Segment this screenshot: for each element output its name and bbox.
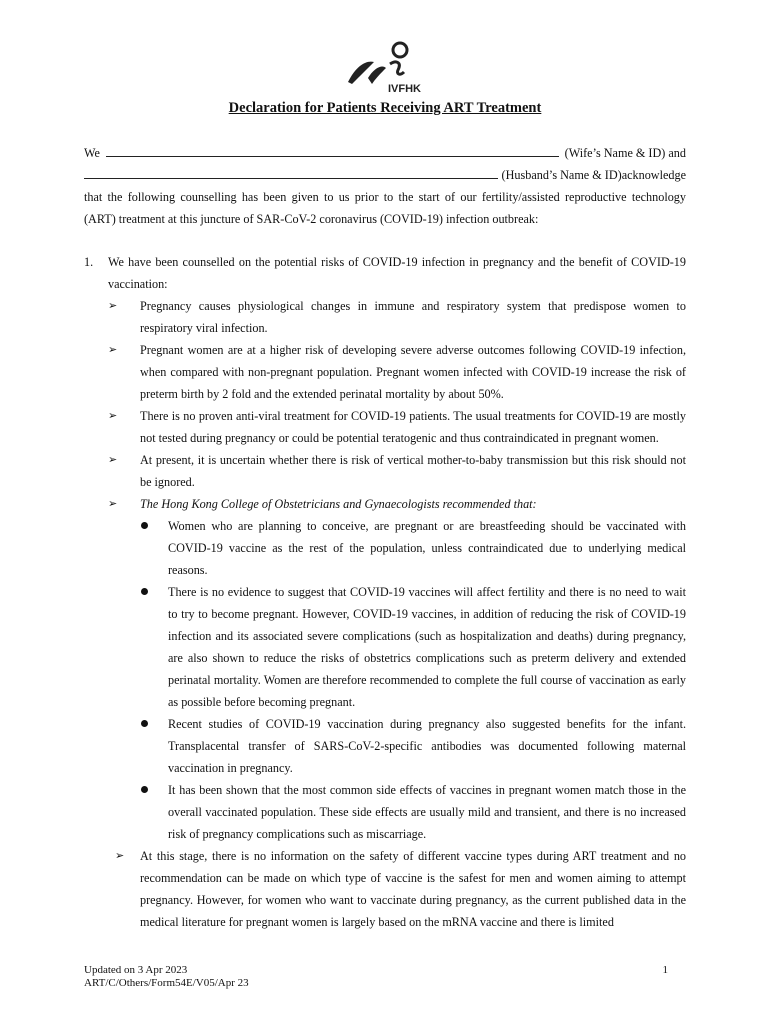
bullet-item: At this stage, there is no information on the safety of different vaccine types during ART treatment and no recommendation can be made on which type of vaccine is the safest for men and women aiming to attempt pregnancy. However, for women who want to vaccinate during pregnancy, as the current published data in the medical literature for pregnant women is largely based on the mRNA vaccine and there is limited xyxy=(140,849,686,929)
husband-label: (Husband’s Name & ID)acknowledge xyxy=(501,168,686,182)
college-point: There is no evidence to suggest that COVID-19 vaccines will affect fertility and there is no need to wait to try to become pregnant. However, COVID-19 vaccines, in addition of reducing the risk of COVID-19 infection and its associated severe complications (such as hospitalization and deaths) during pregnancy, are also shown to reduce the risks of obstetrics complications such as preterm delivery and extended perinatal mortality. Women are therefore recommended to complete the full course of vaccination as early as possible before becoming pregnant. xyxy=(168,585,686,709)
section-1 xyxy=(84,251,686,933)
arrow-bullet-icon: ➢ xyxy=(108,344,118,356)
arrow-bullet-icon: ➢ xyxy=(108,410,118,422)
section-number: 1. xyxy=(84,255,94,269)
intro-line-4: (ART) treatment at this juncture of SAR-CoV-2 coronavirus (COVID-19) infection outbreak: xyxy=(84,212,539,226)
dot-bullet-icon xyxy=(140,515,168,581)
we-label: We xyxy=(84,146,100,160)
section-1-text: We have been counselled on the potential risks of COVID-19 infection in pregnancy and the benefit of COVID-19 vaccination: xyxy=(108,255,686,291)
arrow-bullet-icon: ➢ xyxy=(108,300,118,312)
intro-line-3: that the following counselling has been given to us prior to the start of our fertility/assisted reproductive technology xyxy=(84,190,686,204)
arrow-bullet-icon: ➢ xyxy=(115,850,125,862)
footer-updated: Updated on 3 Apr 2023 xyxy=(84,964,188,976)
college-heading: The Hong Kong College of Obstetricians and Gynaecologists recommended that: xyxy=(140,497,537,511)
page-footer xyxy=(84,964,668,990)
college-point: It has been shown that the most common side effects of vaccines in pregnant women match those in the overall vaccinated population. These side effects are usually mild and transient, and there is no increased risk of pregnancy complications such as miscarriage. xyxy=(168,783,686,841)
dot-bullet-icon xyxy=(140,581,168,713)
dot-bullet-icon xyxy=(140,713,168,779)
college-point: Women who are planning to conceive, are pregnant or are breastfeeding should be vaccinated with COVID-19 vaccine as the rest of the population, unless contraindicated due to underlying medical reasons. xyxy=(168,519,686,577)
bullet-item: There is no proven anti-viral treatment for COVID-19 patients. The usual treatments for COVID-19 are mostly not tested during pregnancy or could be potential teratogenic and thus contraindicated in pregnant women. xyxy=(140,409,686,445)
college-point: Recent studies of COVID-19 vaccination during pregnancy also suggested benefits for the infant. Transplacental transfer of SARS-CoV-2-specific antibodies was documented following maternal vaccination in pregnancy. xyxy=(168,717,686,775)
intro-paragraph xyxy=(84,142,686,230)
wife-name-field[interactable] xyxy=(106,144,559,157)
logo-text: IVFHK xyxy=(388,83,421,94)
wife-label: (Wife’s Name & ID) and xyxy=(564,146,686,160)
page-number: 1 xyxy=(662,964,668,976)
dot-bullet-icon xyxy=(140,779,168,845)
arrow-bullet-icon: ➢ xyxy=(108,454,118,466)
arrow-bullet-icon: ➢ xyxy=(108,498,118,510)
footer-form-code: ART/C/Others/Form54E/V05/Apr 23 xyxy=(84,977,249,989)
document-title: Declaration for Patients Receiving ART Treatment xyxy=(228,100,542,116)
bullet-item: At present, it is uncertain whether there is risk of vertical mother-to-baby transmission but this risk should not be ignored. xyxy=(140,453,686,489)
bullet-item: Pregnant women are at a higher risk of developing severe adverse outcomes following COVID-19 infection, when compared with non-pregnant population. Pregnant women infected with COVID-19 increase the risk of preterm birth by 2 fold and the extended perinatal mortality by about 50%. xyxy=(140,343,686,401)
husband-name-field[interactable] xyxy=(84,166,498,179)
bullet-item: Pregnancy causes physiological changes in immune and respiratory system that predispose women to respiratory viral infection. xyxy=(140,299,686,335)
ivfhk-logo xyxy=(338,38,428,94)
